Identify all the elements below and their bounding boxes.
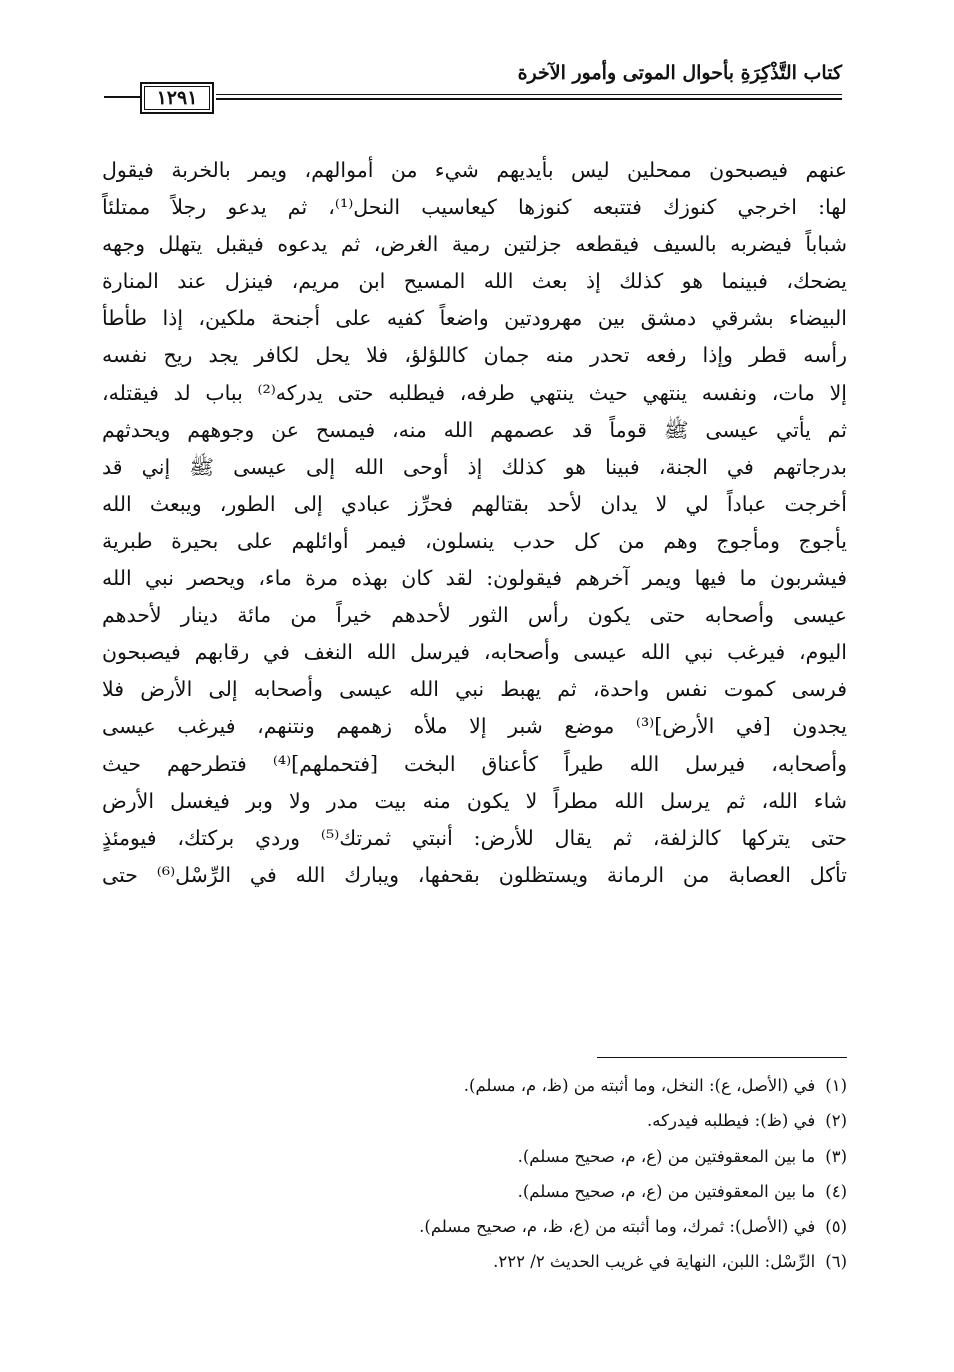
footnote-number: (٥) xyxy=(825,1217,847,1237)
footnotes xyxy=(102,1068,847,1280)
footnote-text: ما بين المعقوفتين من (ع، م، صحيح مسلم). xyxy=(517,1181,816,1201)
text-line: تأكل العصابة من الرمانة ويستظلون بقحفها، ويبارك الله في الرِّسْل⁽⁶⁾ حتى xyxy=(102,862,847,887)
text-line: اليوم، فيرغب نبي الله عيسى وأصحابه، فيرسل الله النغف في رقابهم فيصبحون xyxy=(102,640,847,665)
text-line: عنهم فيصبحون ممحلين ليس بأيديهم شيء من أموالهم، ويمر بالخربة فيقول xyxy=(102,158,847,182)
header-rule-thick xyxy=(216,98,842,100)
running-header-title: كتاب التَّذْكِرَةِ بأحوال الموتى وأمور الآخرة xyxy=(517,62,842,84)
footnote-item xyxy=(102,1174,847,1209)
text-line: فرسى كموت نفس واحدة، ثم يهبط نبي الله عيسى وأصحابه إلى الأرض فلا xyxy=(102,677,847,702)
text-line: شباباً فيضربه بالسيف فيقطعه جزلتين رمية الغرض، ثم يدعوه فيقبل يتهلل وجهه xyxy=(102,232,847,257)
text-line: فيشربون ما فيها ويمر آخرهم فيقولون: لقد كان بهذه مرة ماء، ويحصر نبي الله xyxy=(102,566,847,591)
text-line: عيسى وأصحابه حتى يكون رأس الثور لأحدهم خيراً من مائة دينار لأحدهم xyxy=(102,603,847,628)
footnote-text: في (ظ): فيطلبه فيدركه. xyxy=(647,1111,816,1131)
footnote-number: (١) xyxy=(825,1076,847,1095)
text-line: ثم يأتي عيسى ﷺ قوماً قد عصمهم الله منه، فيمسح عن وجوههم ويحدثهم xyxy=(102,417,847,442)
text-line: إلا مات، ونفسه ينتهي حيث ينتهي طرفه، فيطلبه حتى يدركه⁽²⁾ بباب لد فيقتله، xyxy=(102,380,847,405)
text-line: شاء الله، ثم يرسل الله مطراً لا يكون منه بيت مدر ولا وبر فيغسل الأرض xyxy=(102,788,847,813)
footnote-item xyxy=(102,1139,847,1174)
text-line: بدرجاتهم في الجنة، فبينا هو كذلك إذ أوحى الله إلى عيسى ﷺ إني قد xyxy=(102,454,847,479)
footnote-item xyxy=(102,1068,847,1103)
footnote-number: (٦) xyxy=(825,1252,847,1272)
header-rule xyxy=(216,94,842,95)
footnote-text: في (الأصل): ثمرك، وما أثبته من (ع، ظ، م، صحيح مسلم). xyxy=(419,1217,816,1237)
footnote-number: (٤) xyxy=(825,1181,847,1201)
text-line: يضحك، فبينما هو كذلك إذ بعث الله المسيح ابن مريم، فينزل عند المنارة xyxy=(102,269,847,294)
footnote-text: في (الأصل، ع): النخل، وما أثبته من (ظ، م، مسلم). xyxy=(463,1076,816,1095)
text-line: حتى يتركها كالزلفة، ثم يقال للأرض: أنبتي ثمرتك⁽⁵⁾ وردي بركتك، فيومئذٍ xyxy=(102,825,847,850)
footnote-item xyxy=(102,1209,847,1244)
footnote-text: الرِّسْل: اللبن، النهاية في غريب الحديث ٢/ ٢٢٢. xyxy=(493,1252,816,1272)
main-text xyxy=(102,152,847,894)
footnote-separator xyxy=(597,1057,847,1058)
footnote-number: (٣) xyxy=(825,1146,847,1166)
text-line: يأجوج ومأجوج وهم من كل حدب ينسلون، فيمر أوائلهم على بحيرة طبرية xyxy=(102,528,847,553)
text-line: يجدون [في الأرض]⁽³⁾ موضع شبر إلا ملأه زهمهم ونتنهم، فيرغب عيسى xyxy=(102,714,847,739)
header-rule-left xyxy=(104,96,140,98)
page-number: ١٢٩١ xyxy=(140,82,214,114)
footnote-text: ما بين المعقوفتين من (ع، م، صحيح مسلم). xyxy=(517,1146,816,1166)
footnote-item xyxy=(102,1244,847,1279)
footnote-item xyxy=(102,1103,847,1138)
text-line: رأسه قطر وإذا رفعه تحدر منه جمان كاللؤلؤ، فلا يحل لكافر يجد ريح نفسه xyxy=(102,343,847,368)
text-line: البيضاء بشرقي دمشق بين مهرودتين واضعاً كفيه على أجنحة ملكين، إذا طأطأ xyxy=(102,306,847,331)
text-line: وأصحابه، فيرسل الله طيراً كأعناق البخت [فتحملهم]⁽⁴⁾ فتطرحهم حيث xyxy=(102,751,847,776)
footnote-number: (٢) xyxy=(825,1111,847,1131)
text-line: لها: اخرجي كنوزك فتتبعه كنوزها كيعاسيب النحل⁽¹⁾، ثم يدعو رجلاً ممتلئاً xyxy=(102,195,847,220)
text-line: أخرجت عباداً لي لا يدان لأحد بقتالهم فحرِّز عبادي إلى الطور، ويبعث الله xyxy=(102,491,847,516)
